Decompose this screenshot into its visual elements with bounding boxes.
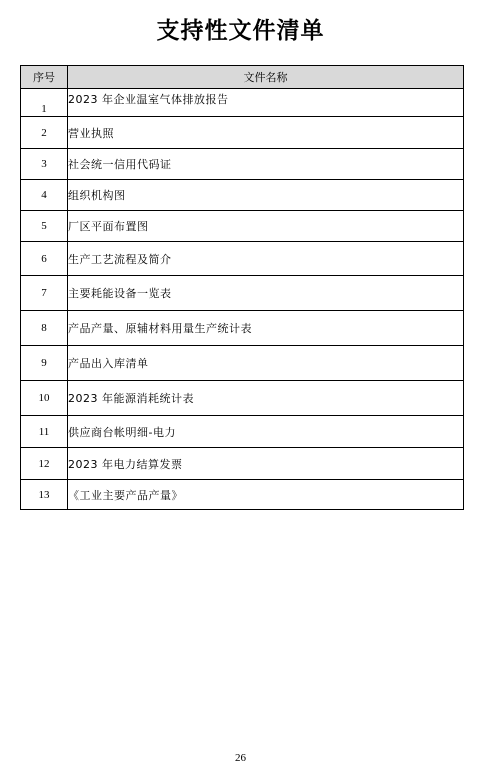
row-number: 11 xyxy=(21,416,68,448)
page-title: 支持性文件清单 xyxy=(156,18,325,44)
row-number: 6 xyxy=(21,242,68,276)
row-number: 1 xyxy=(21,89,68,117)
row-document-name: 供应商台帐明细-电力 xyxy=(68,416,464,448)
row-document-name: 《工业主要产品产量》 xyxy=(68,480,464,510)
table-row xyxy=(21,149,464,180)
row-number: 12 xyxy=(21,448,68,480)
row-document-name: 厂区平面布置图 xyxy=(68,211,464,242)
row-document-name: 组织机构图 xyxy=(68,180,464,211)
row-number: 13 xyxy=(21,480,68,510)
row-number: 3 xyxy=(21,149,68,180)
row-number: 9 xyxy=(21,346,68,381)
supporting-documents-table xyxy=(20,65,464,510)
row-document-name: 社会统一信用代码证 xyxy=(68,149,464,180)
table-row xyxy=(21,480,464,510)
row-document-name: 产品出入库清单 xyxy=(68,346,464,381)
row-document-name: 产品产量、原辅材料用量生产统计表 xyxy=(68,311,464,346)
row-number: 4 xyxy=(21,180,68,211)
table-row xyxy=(21,448,464,480)
table-header-row xyxy=(21,66,464,89)
table-row xyxy=(21,211,464,242)
row-number: 5 xyxy=(21,211,68,242)
table-row xyxy=(21,416,464,448)
row-document-name: 营业执照 xyxy=(68,117,464,149)
row-number: 8 xyxy=(21,311,68,346)
row-number: 7 xyxy=(21,276,68,311)
table-row xyxy=(21,311,464,346)
table-row xyxy=(21,117,464,149)
row-document-name: 生产工艺流程及简介 xyxy=(68,242,464,276)
table-row xyxy=(21,276,464,311)
table-row xyxy=(21,89,464,117)
row-document-name: 2023 年企业温室气体排放报告 xyxy=(68,89,464,117)
row-document-name: 2023 年能源消耗统计表 xyxy=(68,381,464,416)
header-serial-number: 序号 xyxy=(21,66,68,89)
row-document-name: 主要耗能设备一览表 xyxy=(68,276,464,311)
table-row xyxy=(21,180,464,211)
table-row xyxy=(21,242,464,276)
page-number: 26 xyxy=(235,752,246,764)
row-number: 2 xyxy=(21,117,68,149)
header-document-name: 文件名称 xyxy=(68,66,464,89)
table-row xyxy=(21,346,464,381)
table-row xyxy=(21,381,464,416)
row-document-name: 2023 年电力结算发票 xyxy=(68,448,464,480)
row-number: 10 xyxy=(21,381,68,416)
